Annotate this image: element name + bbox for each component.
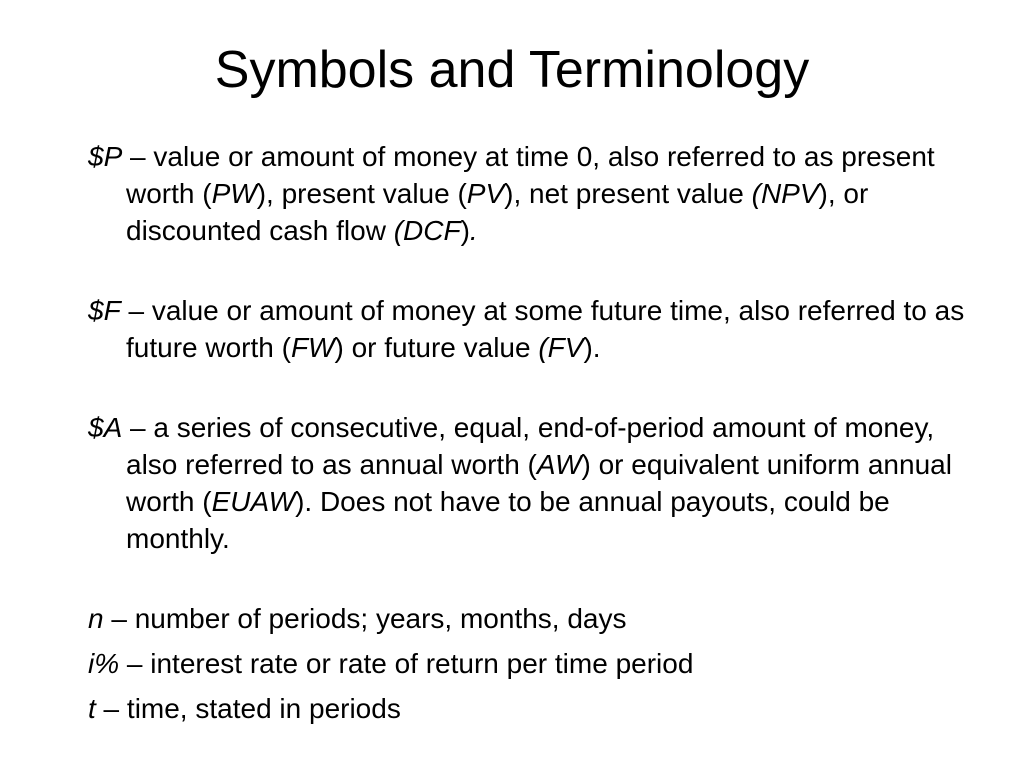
abbr-pw: PW xyxy=(211,178,257,209)
definition-text: – number of periods; years, months, days xyxy=(103,603,627,634)
slide-title: Symbols and Terminology xyxy=(214,41,810,99)
symbol-n: n xyxy=(88,603,104,634)
definition-text: ) or equivalent uniform annual worth ( xyxy=(126,449,952,517)
definition-annual-worth xyxy=(88,409,988,557)
definition-text: ). xyxy=(583,332,601,363)
abbr-dcf: (DCF xyxy=(393,215,461,246)
definition-time xyxy=(88,690,988,727)
definition-future-worth xyxy=(88,292,988,366)
definitions-list xyxy=(88,138,988,727)
abbr-aw: AW xyxy=(536,449,582,480)
abbr-fw: FW xyxy=(290,332,335,363)
symbol-i: i% xyxy=(88,648,120,679)
definition-end: . xyxy=(469,215,478,246)
symbol-a: $A xyxy=(88,412,123,443)
definition-text: – value or amount of money at some future time, also referred to as future worth ( xyxy=(120,295,965,363)
symbol-p: $P xyxy=(88,141,123,172)
definition-text: ) xyxy=(460,215,470,246)
definition-text: – time, stated in periods xyxy=(95,693,401,724)
definition-text: ), or discounted cash flow xyxy=(126,178,869,246)
definition-periods xyxy=(88,600,988,637)
definition-text: ). Does not have to be annual payouts, could be monthly. xyxy=(126,486,890,554)
definition-text: ), present value ( xyxy=(256,178,467,209)
symbol-t: t xyxy=(88,693,96,724)
abbr-pv: PV xyxy=(466,178,505,209)
definition-present-worth xyxy=(88,138,988,249)
abbr-fv: (FV xyxy=(538,332,584,363)
definition-text: – interest rate or rate of return per time period xyxy=(119,648,694,679)
definition-text: ), net present value xyxy=(504,178,752,209)
definition-interest-rate xyxy=(88,645,988,682)
symbol-f: $F xyxy=(88,295,121,326)
abbr-euaw: EUAW xyxy=(211,486,296,517)
definition-text: ) or future value xyxy=(334,332,539,363)
abbr-npv: (NPV xyxy=(751,178,819,209)
definition-text: – value or amount of money at time 0, also referred to as present worth ( xyxy=(122,141,935,209)
definition-text: – a series of consecutive, equal, end-of-period amount of money, also referred to as annual worth ( xyxy=(122,412,935,480)
